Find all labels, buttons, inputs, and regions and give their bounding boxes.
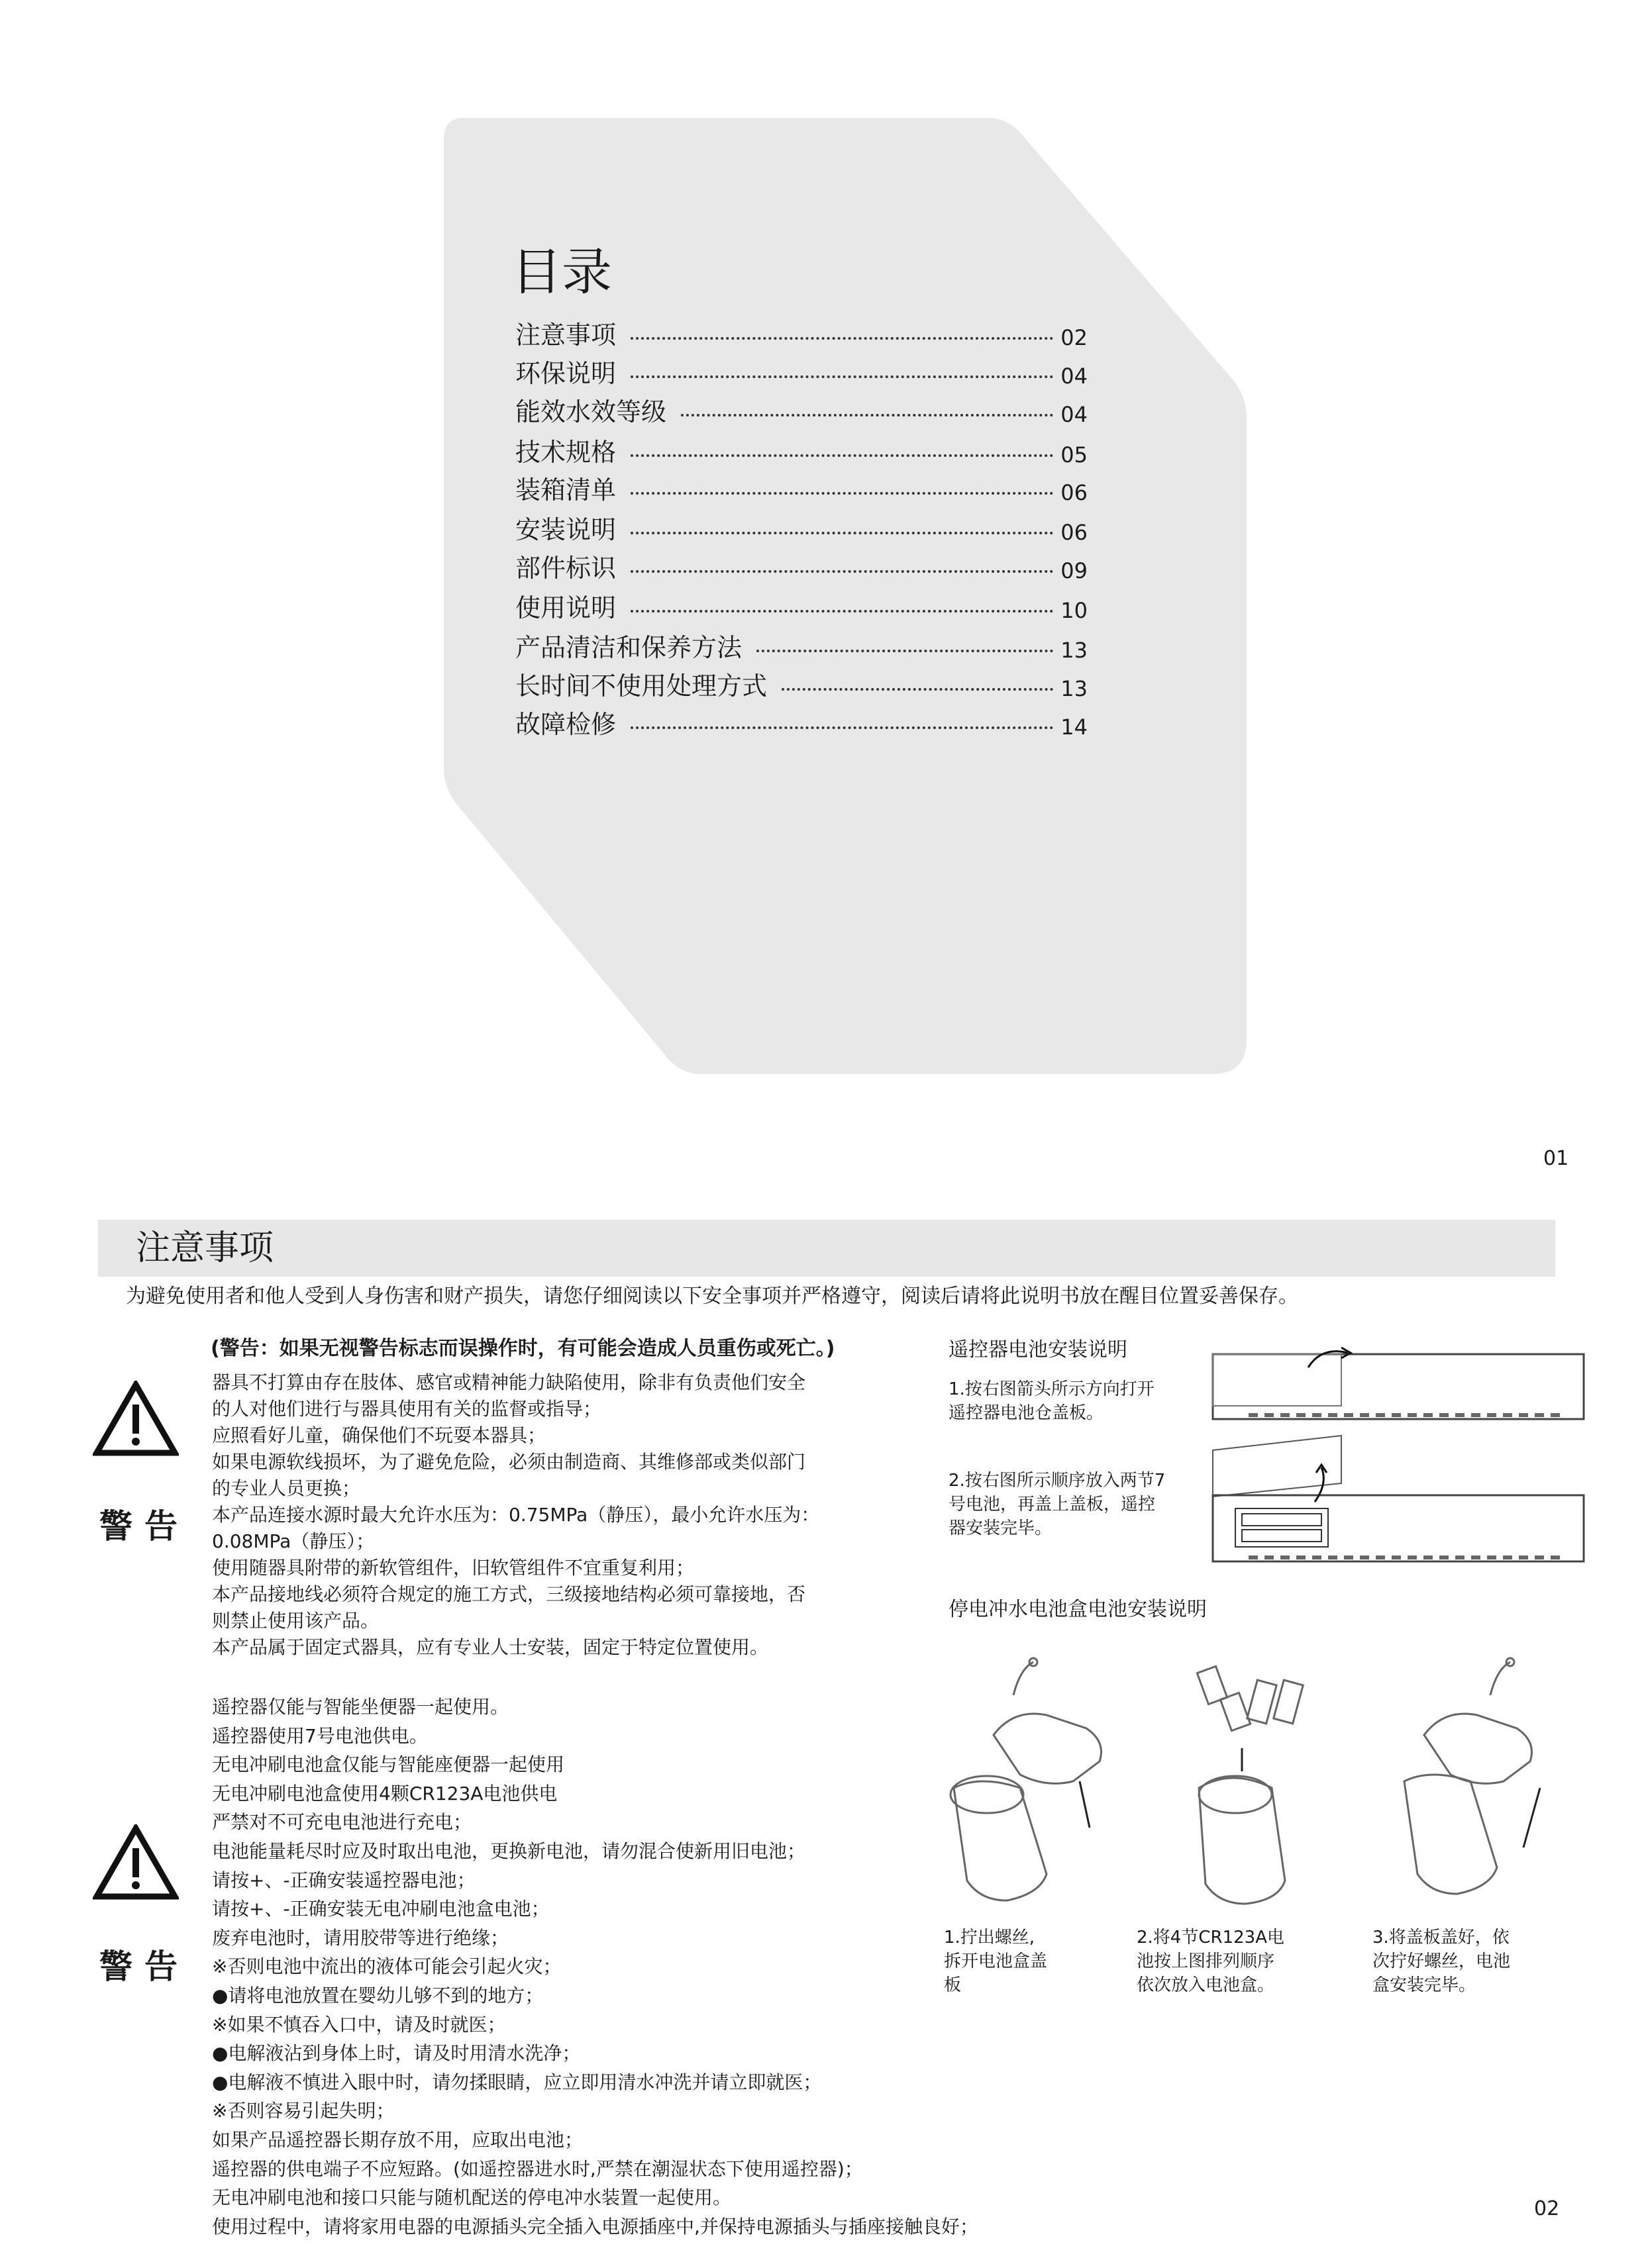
text-line: 无电冲刷电池盒仅能与智能座便器一起使用 — [212, 1753, 565, 1776]
text-line: ※否则电池中流出的液体可能会引起火灾； — [212, 1955, 562, 1978]
toc-item-label: 部件标识 — [515, 554, 617, 583]
step-text-line: 3.将盖板盖好，依 — [1372, 1928, 1510, 1948]
warning-text-block — [212, 1369, 894, 1661]
toc-item-label: 装箱清单 — [515, 475, 617, 505]
step-text-line: 2.将4节CR123A电 — [1137, 1928, 1284, 1948]
toc-item — [515, 667, 1088, 705]
remote-open-cover-illustration — [1209, 1341, 1593, 1427]
remote-step-1 — [949, 1377, 1155, 1425]
toc-item — [515, 434, 1088, 471]
step-text-line: 次拧好螺丝，电池 — [1372, 1951, 1511, 1971]
text-line: 无电冲刷电池和接口只能与随机配送的停电冲水装置一起使用。 — [212, 2187, 732, 2209]
box-step-2 — [1137, 1926, 1284, 1997]
toc-leader-dots — [631, 610, 1053, 613]
text-line: 遥控器使用7号电池供电。 — [212, 1724, 428, 1747]
toc-leader-dots — [631, 454, 1053, 457]
step-text-line: 拆开电池盒盖 — [944, 1951, 1048, 1971]
toc-item-label: 使用说明 — [515, 593, 617, 622]
toc-item-label: 能效水效等级 — [515, 397, 667, 426]
step-text-line: 1.拧出螺丝, — [944, 1928, 1035, 1948]
toc-title: 目录 — [511, 242, 612, 301]
warning-heading: (警告：如果无视警告标志而误操作时，有可能会造成人员重伤或死亡。) — [211, 1337, 835, 1360]
toc-item-page: 13 — [1060, 676, 1088, 701]
toc-item — [515, 706, 1088, 743]
toc-leader-dots — [782, 688, 1053, 691]
toc-item — [515, 589, 1088, 626]
step-text-line: 池按上图排列顺序 — [1137, 1951, 1275, 1971]
remote-insert-battery-illustration — [1209, 1430, 1593, 1569]
warning-triangle-icon — [93, 1824, 179, 1900]
text-line: 如果产品遥控器长期存放不用，应取出电池； — [212, 2129, 584, 2151]
text-line: 使用随器具附带的新软管组件，旧软管组件不宜重复利用； — [212, 1557, 695, 1579]
remote-step-2 — [949, 1469, 1165, 1540]
text-line: ※否则容易引起失明； — [212, 2100, 395, 2122]
text-line: 电池能量耗尽时应及时取出电池，更换新电池，请勿混合使新用旧电池； — [212, 1840, 806, 1862]
text-line: ●请将电池放置在婴幼儿够不到的地方； — [212, 1985, 544, 2006]
text-line: 请按+、-正确安装遥控器电池； — [212, 1869, 476, 1891]
battery-box-illustration — [941, 1655, 1576, 1920]
text-line: 的专业人员更换； — [212, 1477, 361, 1499]
toc-leader-dots — [631, 532, 1053, 534]
toc-item-page: 04 — [1060, 402, 1088, 427]
text-line: 器具不打算由存在肢体、感官或精神能力缺陷使用，除非有负责他们安全 — [212, 1371, 806, 1393]
text-line: 遥控器的供电端子不应短路。(如遥控器进水时,严禁在潮湿状态下使用遥控器)； — [212, 2157, 863, 2180]
toc-item — [515, 511, 1088, 548]
toc-item-page: 02 — [1060, 325, 1088, 350]
toc-item-page: 09 — [1060, 558, 1088, 583]
step-text-line: 1.按右图箭头所示方向打开 — [949, 1379, 1155, 1399]
text-line: 的人对他们进行与器具使用有关的监督或指导； — [212, 1398, 602, 1420]
remote-battery-title: 遥控器电池安装说明 — [949, 1338, 1127, 1361]
box-step-1 — [944, 1926, 1047, 1997]
toc-item-label: 安装说明 — [515, 515, 617, 544]
text-line: 应照看好儿童，确保他们不玩耍本器具； — [212, 1424, 546, 1446]
step-text-line: 依次放入电池盒。 — [1137, 1975, 1275, 1995]
toc-leader-dots — [681, 414, 1053, 417]
intro-text: 为避免使用者和他人受到人身伤害和财产损失，请您仔细阅读以下安全事项并严格遵守，阅读后请将此说明书放在醒目位置妥善保存。 — [126, 1285, 1298, 1308]
toc-item-label: 技术规格 — [515, 438, 617, 467]
text-line: 废弃电池时，请用胶带等进行绝缘； — [212, 1926, 509, 1949]
warning-label: 警告 — [99, 1948, 189, 1986]
toc-item — [515, 317, 1088, 354]
section-title: 注意事项 — [136, 1228, 274, 1268]
text-line: 本产品接地线必须符合规定的施工方式，三级接地结构必须可靠接地，否 — [212, 1583, 806, 1605]
toc-leader-dots — [631, 375, 1053, 378]
text-line: 本产品属于固定式器具，应有专业人士安装，固定于特定位置使用。 — [212, 1636, 769, 1658]
toc-item-label: 环保说明 — [515, 359, 617, 388]
toc-leader-dots — [631, 492, 1053, 495]
toc-item — [515, 471, 1088, 509]
toc-item — [515, 629, 1088, 666]
toc-leader-dots — [631, 337, 1053, 340]
toc-item-label: 注意事项 — [515, 320, 617, 350]
warning-triangle-icon — [93, 1381, 179, 1457]
step-text-line: 2.按右图所示顺序放入两节7 — [949, 1471, 1166, 1491]
box-step-3 — [1372, 1926, 1510, 1997]
text-line: 如果电源软线损坏，为了避免危险，必须由制造商、其维修部或类似部门 — [212, 1451, 806, 1473]
text-line: ●电解液不慎进入眼中时，请勿揉眼睛，应立即用清水冲洗并请立即就医； — [212, 2071, 822, 2093]
section-header-bar — [98, 1220, 1555, 1277]
toc-item-page: 05 — [1060, 442, 1088, 468]
battery-box-title: 停电冲水电池盒电池安装说明 — [949, 1598, 1207, 1621]
toc-item-page: 04 — [1060, 364, 1088, 389]
text-line: 无电冲刷电池盒使用4颗CR123A电池供电 — [212, 1782, 558, 1804]
step-text-line: 号电池，再盖上盖板，遥控 — [949, 1495, 1156, 1514]
toc-item-page: 06 — [1060, 480, 1088, 505]
text-line: ●电解液沾到身体上时，请及时用清水洗净； — [212, 2042, 581, 2065]
step-text-line: 遥控器电池仓盖板。 — [949, 1403, 1104, 1423]
toc-item-label: 长时间不使用处理方式 — [515, 671, 768, 701]
toc-item-label: 故障检修 — [515, 710, 617, 739]
text-line: 0.08MPa（静压）； — [212, 1530, 375, 1552]
toc-item-page: 06 — [1060, 520, 1088, 545]
toc-item-page: 13 — [1060, 638, 1088, 663]
text-line: 遥控器仅能与智能坐便器一起使用。 — [212, 1696, 509, 1718]
toc-item — [515, 550, 1088, 587]
text-line: ※如果不慎吞入口中，请及时就医； — [212, 2013, 506, 2036]
text-line: 则禁止使用该产品。 — [212, 1610, 380, 1632]
toc-leader-dots — [631, 570, 1053, 573]
toc-leader-dots — [631, 726, 1053, 729]
text-line: 使用过程中，请将家用电器的电源插头完全插入电源插座中,并保持电源插头与插座接触良好； — [212, 2215, 978, 2238]
warning-label: 警告 — [99, 1507, 189, 1546]
text-line: 请按+、-正确安装无电冲刷电池盒电池； — [212, 1898, 550, 1920]
text-line: 严禁对不可充电电池进行充电； — [212, 1811, 472, 1834]
toc-leader-dots — [756, 650, 1053, 652]
page-number: 02 — [1534, 2197, 1560, 2220]
text-line: 本产品连接水源时最大允许水压为：0.75MPa（静压），最小允许水压为： — [212, 1504, 820, 1526]
toc-item-page: 14 — [1060, 715, 1088, 740]
toc-item — [515, 393, 1088, 430]
toc-item-label: 产品清洁和保养方法 — [515, 633, 743, 662]
toc-item — [515, 355, 1088, 392]
step-text-line: 器安装完毕。 — [949, 1518, 1053, 1538]
step-text-line: 盒安装完毕。 — [1372, 1975, 1476, 1995]
step-text-line: 板 — [944, 1975, 962, 1995]
page-number: 01 — [1543, 1147, 1569, 1170]
toc-item-page: 10 — [1060, 598, 1088, 623]
